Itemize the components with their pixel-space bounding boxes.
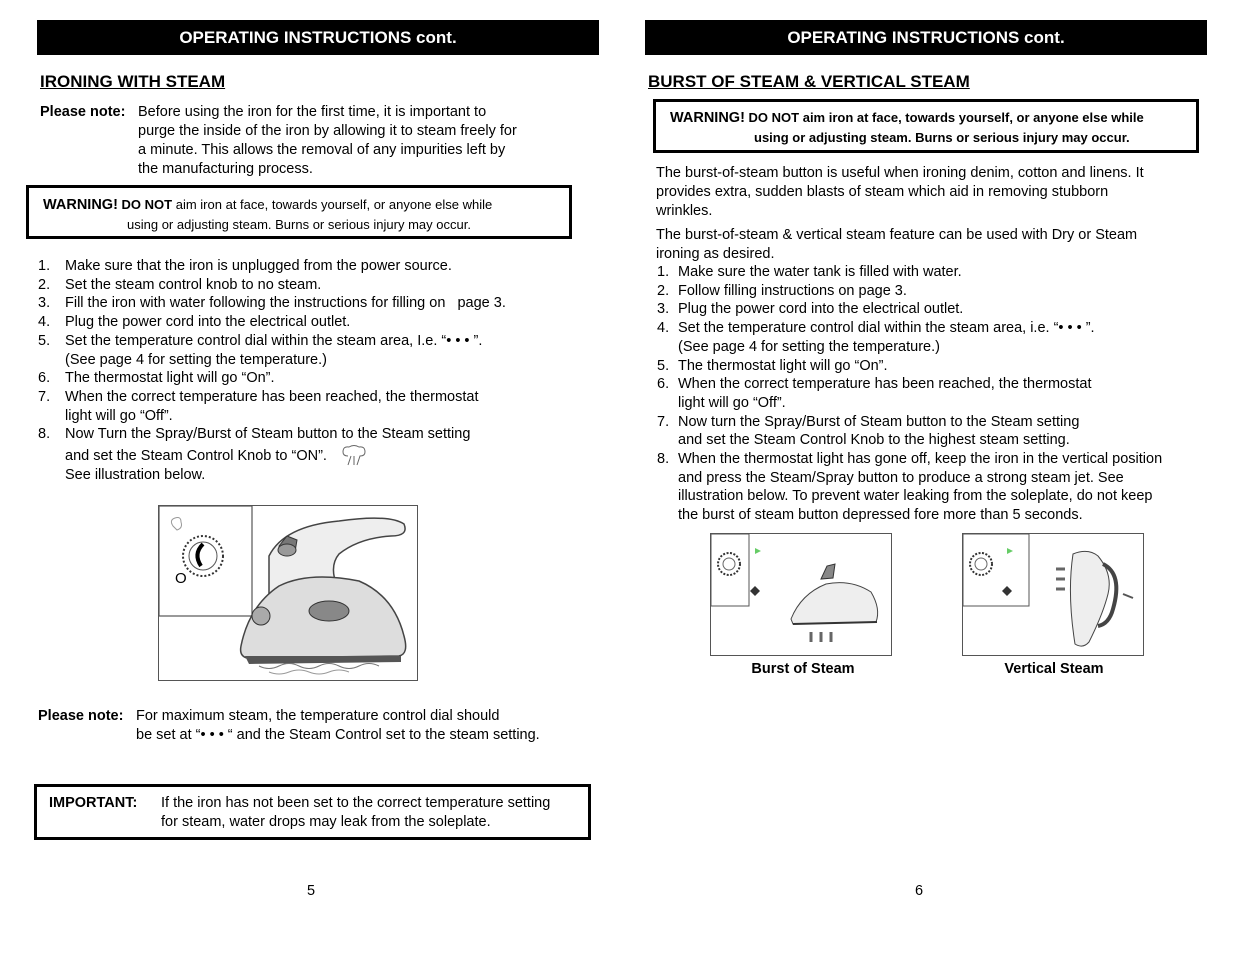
please-note-purge: [40, 103, 560, 183]
page-right: [617, 0, 1235, 954]
feature-description: [656, 226, 1216, 264]
iron-steam-illustration: [158, 505, 418, 681]
list-item: [657, 413, 1227, 450]
step-text: Make sure that the iron is unplugged from the power source.: [65, 258, 452, 274]
note-line: a minute. This allows the removal of any impurities left by: [138, 142, 506, 158]
step-text: See illustration below.: [65, 467, 206, 484]
note-label: Please note:: [38, 708, 124, 724]
step-text: Make sure the water tank is filled with water.: [678, 264, 962, 280]
step-text: Fill the iron with water following the instructions for filling on page 3.: [65, 295, 506, 312]
step-number: 3.: [38, 295, 51, 312]
note-text: [138, 103, 517, 179]
section-title: BURST OF STEAM & VERTICAL STEAM: [648, 72, 970, 91]
list-item: [38, 276, 598, 295]
important-line: If the iron has not been set to the correct temperature setting: [161, 795, 551, 811]
note-line: Before using the iron for the first time, it is important to: [138, 104, 487, 120]
caption-vertical: Vertical Steam: [1004, 661, 1104, 677]
page-header: [37, 20, 599, 55]
step-text: Plug the power cord into the electrical outlet.: [678, 301, 964, 318]
header-title: OPERATING INSTRUCTIONS cont.: [179, 27, 457, 47]
para-line: ironing as desired.: [656, 246, 775, 262]
warning-box: [26, 185, 572, 239]
para-line: provides extra, sudden blasts of steam which aid in removing stubborn: [656, 184, 1109, 200]
step-number: 5.: [38, 332, 51, 349]
step-text: and press the Steam/Spray button to produce a strong steam jet. See: [678, 469, 1124, 486]
warning-do-not: DO NOT: [121, 197, 173, 212]
step-number: 1.: [657, 264, 670, 280]
list-item: [38, 332, 598, 369]
step-text-line: and set the Steam Control Knob to “ON”.: [65, 448, 327, 465]
warning-line1: aim iron at face, towards yourself, or anyone else while: [175, 197, 493, 212]
important-text: [161, 794, 550, 832]
steps-list: [657, 263, 1227, 525]
list-item: [657, 300, 1227, 319]
list-item: [38, 313, 598, 332]
steps-list: [38, 257, 598, 485]
step-text: Set the temperature control dial within the steam area, i.e. “• • • ”.: [678, 320, 1095, 337]
list-item: [38, 425, 598, 484]
step-text: illustration below. To prevent water leaking from the soleplate, do not keep: [678, 488, 1153, 505]
step-text: (See page 4 for setting the temperature.): [678, 338, 940, 355]
step-number: 4.: [657, 320, 670, 337]
page-number: 5: [307, 883, 316, 899]
step-text: (See page 4 for setting the temperature.): [65, 351, 327, 368]
list-item: [657, 375, 1227, 412]
step-number: 1.: [38, 258, 51, 274]
step-number: 6.: [657, 376, 670, 393]
para-line: The burst-of-steam & vertical steam feature can be used with Dry or Steam: [656, 227, 1138, 243]
section-title: IRONING WITH STEAM: [40, 72, 226, 91]
list-item: [657, 263, 1227, 282]
step-number: 8.: [38, 426, 51, 443]
list-item: [38, 369, 598, 388]
step-text: light will go “Off”.: [65, 407, 173, 424]
list-item: [657, 282, 1227, 301]
step-text: Now Turn the Spray/Burst of Steam button to the Steam setting: [65, 426, 471, 443]
important-box: [34, 784, 591, 840]
step-number: 2.: [657, 282, 670, 299]
step-text: Set the temperature control dial within the steam area, I.e. “• • • ”.: [65, 332, 483, 349]
note-line: the manufacturing process.: [138, 161, 313, 177]
list-item: [657, 357, 1227, 376]
step-text: The thermostat light will go “On”.: [65, 370, 275, 387]
list-item: [38, 388, 598, 425]
note-line: For maximum steam, the temperature control dial should: [136, 708, 500, 724]
vertical-steam-illustration: [962, 533, 1144, 656]
list-item: [38, 294, 598, 313]
step-text: Now turn the Spray/Burst of Steam button to the Steam setting: [678, 413, 1080, 430]
para-line: The burst-of-steam button is useful when ironing denim, cotton and linens. It: [656, 165, 1144, 181]
page-number: 6: [915, 883, 924, 899]
header-title: OPERATING INSTRUCTIONS cont.: [787, 27, 1065, 47]
list-item: [657, 450, 1227, 525]
warning-line2: using or adjusting steam. Burns or serious injury may occur.: [127, 217, 471, 232]
caption-burst: Burst of Steam: [751, 661, 855, 677]
note-line: purge the inside of the iron by allowing it to steam freely for: [138, 123, 517, 139]
iron-drawing: [159, 506, 416, 679]
step-number: 4.: [38, 314, 51, 331]
step-number: 2.: [38, 276, 51, 293]
step-text: When the thermostat light has gone off, keep the iron in the vertical position: [678, 451, 1163, 468]
page-header: [645, 20, 1207, 55]
please-note-max-steam: [38, 707, 598, 747]
para-line: wrinkles.: [656, 203, 713, 219]
list-item: [657, 319, 1227, 356]
warning-line2: using or adjusting steam. Burns or serious injury may occur.: [754, 130, 1130, 145]
step-number: 3.: [657, 301, 670, 318]
warning-box: [653, 99, 1199, 153]
important-label: IMPORTANT:: [49, 795, 138, 811]
warning-label: WARNING!: [43, 197, 118, 213]
note-line: be set at “• • • “ and the Steam Control set to the steam setting.: [136, 727, 540, 743]
steam-icon: [339, 444, 369, 466]
step-text: Follow filling instructions on page 3.: [678, 282, 907, 299]
step-text: [38, 444, 598, 466]
note-text: [136, 707, 540, 745]
step-text: and set the Steam Control Knob to the highest steam setting.: [678, 432, 1070, 449]
step-text: The thermostat light will go “On”.: [678, 357, 888, 374]
step-text: Plug the power cord into the electrical outlet.: [65, 314, 351, 331]
step-text: When the correct temperature has been reached, the thermostat: [65, 388, 479, 405]
page-left: [0, 0, 617, 954]
burst-iron-drawing: [711, 534, 890, 654]
important-line: for steam, water drops may leak from the soleplate.: [161, 814, 491, 830]
step-text: When the correct temperature has been reached, the thermostat: [678, 376, 1092, 393]
step-number: 6.: [38, 370, 51, 387]
warning-label: WARNING!: [670, 110, 745, 126]
step-text: light will go “Off”.: [678, 394, 786, 411]
vertical-iron-drawing: [963, 534, 1142, 654]
step-text: the burst of steam button depressed fore more than 5 seconds.: [678, 507, 1083, 524]
note-label: Please note:: [40, 104, 126, 120]
list-item: [38, 257, 598, 276]
burst-description: [656, 164, 1216, 221]
knob-o-label: O: [175, 570, 187, 587]
burst-of-steam-illustration: [710, 533, 892, 656]
step-number: 5.: [657, 357, 670, 374]
warning-line1: DO NOT aim iron at face, towards yourself, or anyone else while: [748, 110, 1144, 125]
step-text: Set the steam control knob to no steam.: [65, 276, 322, 293]
step-number: 8.: [657, 451, 670, 468]
step-number: 7.: [38, 388, 51, 405]
step-number: 7.: [657, 413, 670, 430]
